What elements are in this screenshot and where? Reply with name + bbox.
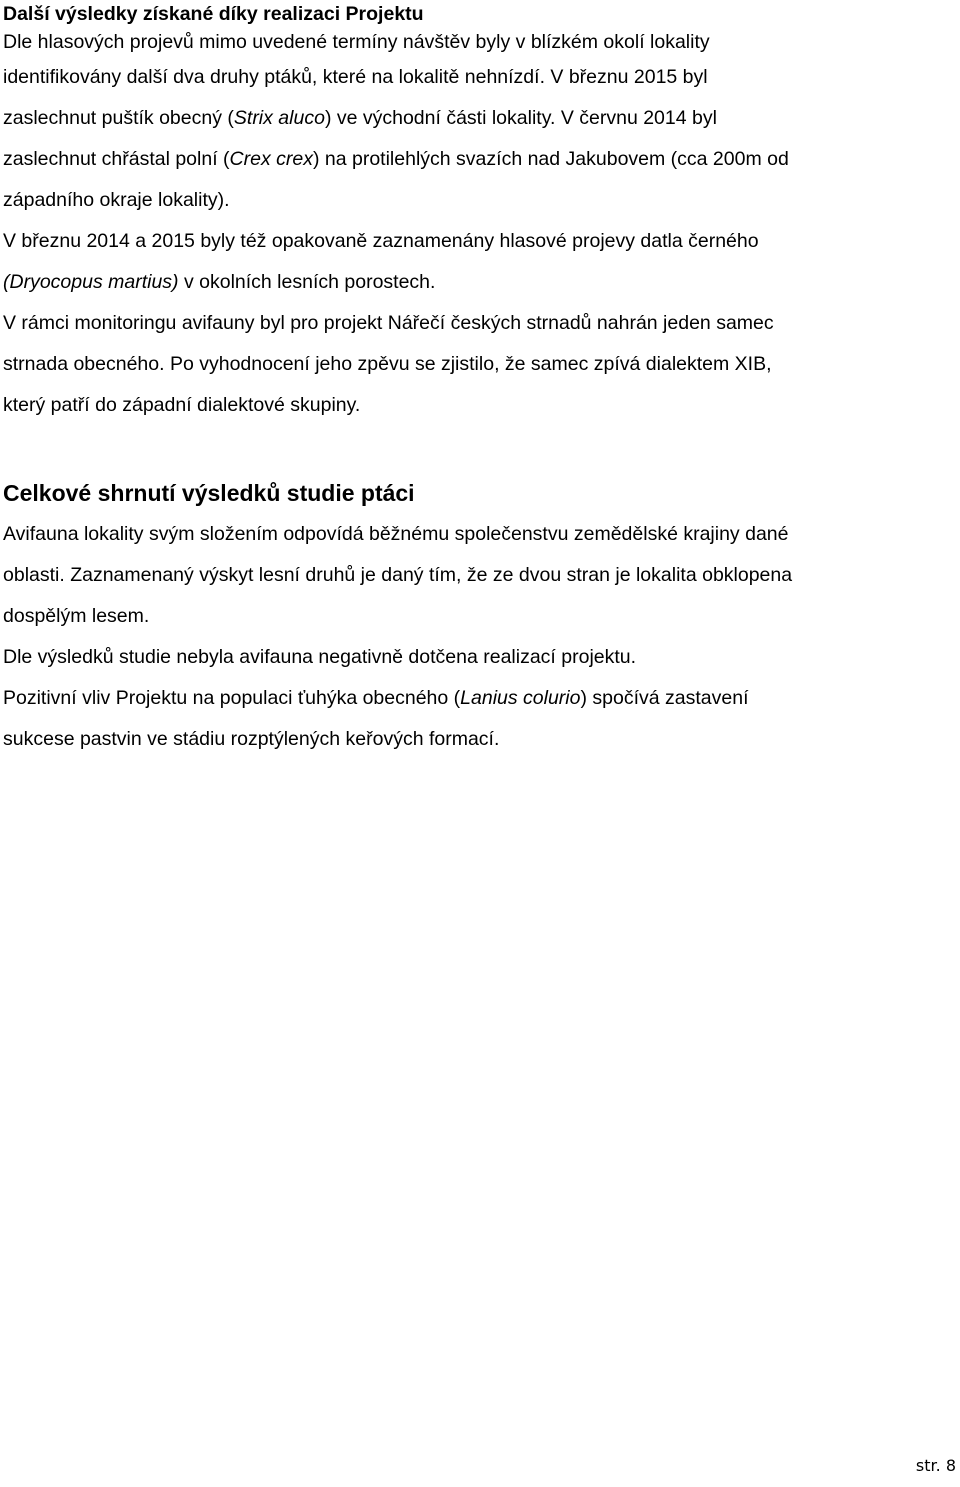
paragraph-vocal-records bbox=[3, 28, 960, 221]
text-line: oblasti. Zaznamenaný výskyt lesní druhů je daný tím, že ze dvou stran je lokalita obklopena bbox=[3, 564, 793, 586]
text-line: Dle hlasových projevů mimo uvedené termíny návštěv byly v blízkém okolí lokality bbox=[3, 31, 710, 53]
text-line bbox=[3, 262, 960, 303]
text-run: zaslechnut chřástal polní ( bbox=[3, 148, 230, 170]
text-line: sukcese pastvin ve stádiu rozptýlených keřových formací. bbox=[3, 728, 500, 750]
page-number: str. 8 bbox=[915, 1456, 956, 1475]
species-latin-name: Crex crex bbox=[229, 148, 313, 170]
text-line: identifikovány další dva druhy ptáků, které na lokalitě nehnízdí. V březnu 2015 byl bbox=[3, 66, 708, 88]
section-heading-summary: Celkové shrnutí výsledků studie ptáci bbox=[3, 480, 415, 506]
text-run: ) na protilehlých svazích nad Jakubovem (cca 200m od bbox=[312, 148, 789, 170]
text-line: strnada obecného. Po vyhodnocení jeho zpěvu se zjistilo, že samec zpívá dialektem XIB, bbox=[3, 353, 772, 375]
text-run: ) spočívá zastavení bbox=[580, 687, 749, 709]
text-line bbox=[3, 98, 960, 139]
text-line bbox=[3, 139, 960, 180]
text-run: v okolních lesních porostech. bbox=[178, 271, 436, 293]
paragraph-avifauna-composition bbox=[3, 514, 960, 637]
text-line: dospělým lesem. bbox=[3, 605, 150, 627]
document-page bbox=[3, 0, 960, 760]
text-line: Avifauna lokality svým složením odpovídá běžnému společenstvu zemědělské krajiny dané bbox=[3, 523, 789, 545]
species-latin-name: Strix aluco bbox=[233, 107, 325, 129]
text-line: Dle výsledků studie nebyla avifauna negativně dotčena realizací projektu. bbox=[3, 646, 637, 668]
species-latin-name: Lanius colurio bbox=[460, 687, 581, 709]
paragraph-yellowhammer-dialect bbox=[3, 303, 960, 426]
text-line: který patří do západní dialektové skupiny. bbox=[3, 394, 361, 416]
paragraph-positive-impact bbox=[3, 678, 960, 760]
text-run: ) ve východní části lokality. V červnu 2014 byl bbox=[324, 107, 717, 129]
paragraph-no-negative-impact bbox=[3, 637, 960, 678]
text-run: zaslechnut puštík obecný ( bbox=[3, 107, 234, 129]
paragraph-black-woodpecker bbox=[3, 221, 960, 303]
text-line: V rámci monitoringu avifauny byl pro projekt Nářečí českých strnadů nahrán jeden samec bbox=[3, 312, 774, 334]
text-run: Pozitivní vliv Projektu na populaci ťuhýka obecného ( bbox=[3, 687, 461, 709]
text-line: V březnu 2014 a 2015 byly též opakovaně zaznamenány hlasové projevy datla černého bbox=[3, 230, 759, 252]
species-latin-name: (Dryocopus martius) bbox=[3, 271, 179, 293]
text-line: západního okraje lokality). bbox=[3, 189, 230, 211]
section-heading-results: Další výsledky získané díky realizaci Projektu bbox=[3, 3, 424, 25]
text-line bbox=[3, 678, 960, 719]
